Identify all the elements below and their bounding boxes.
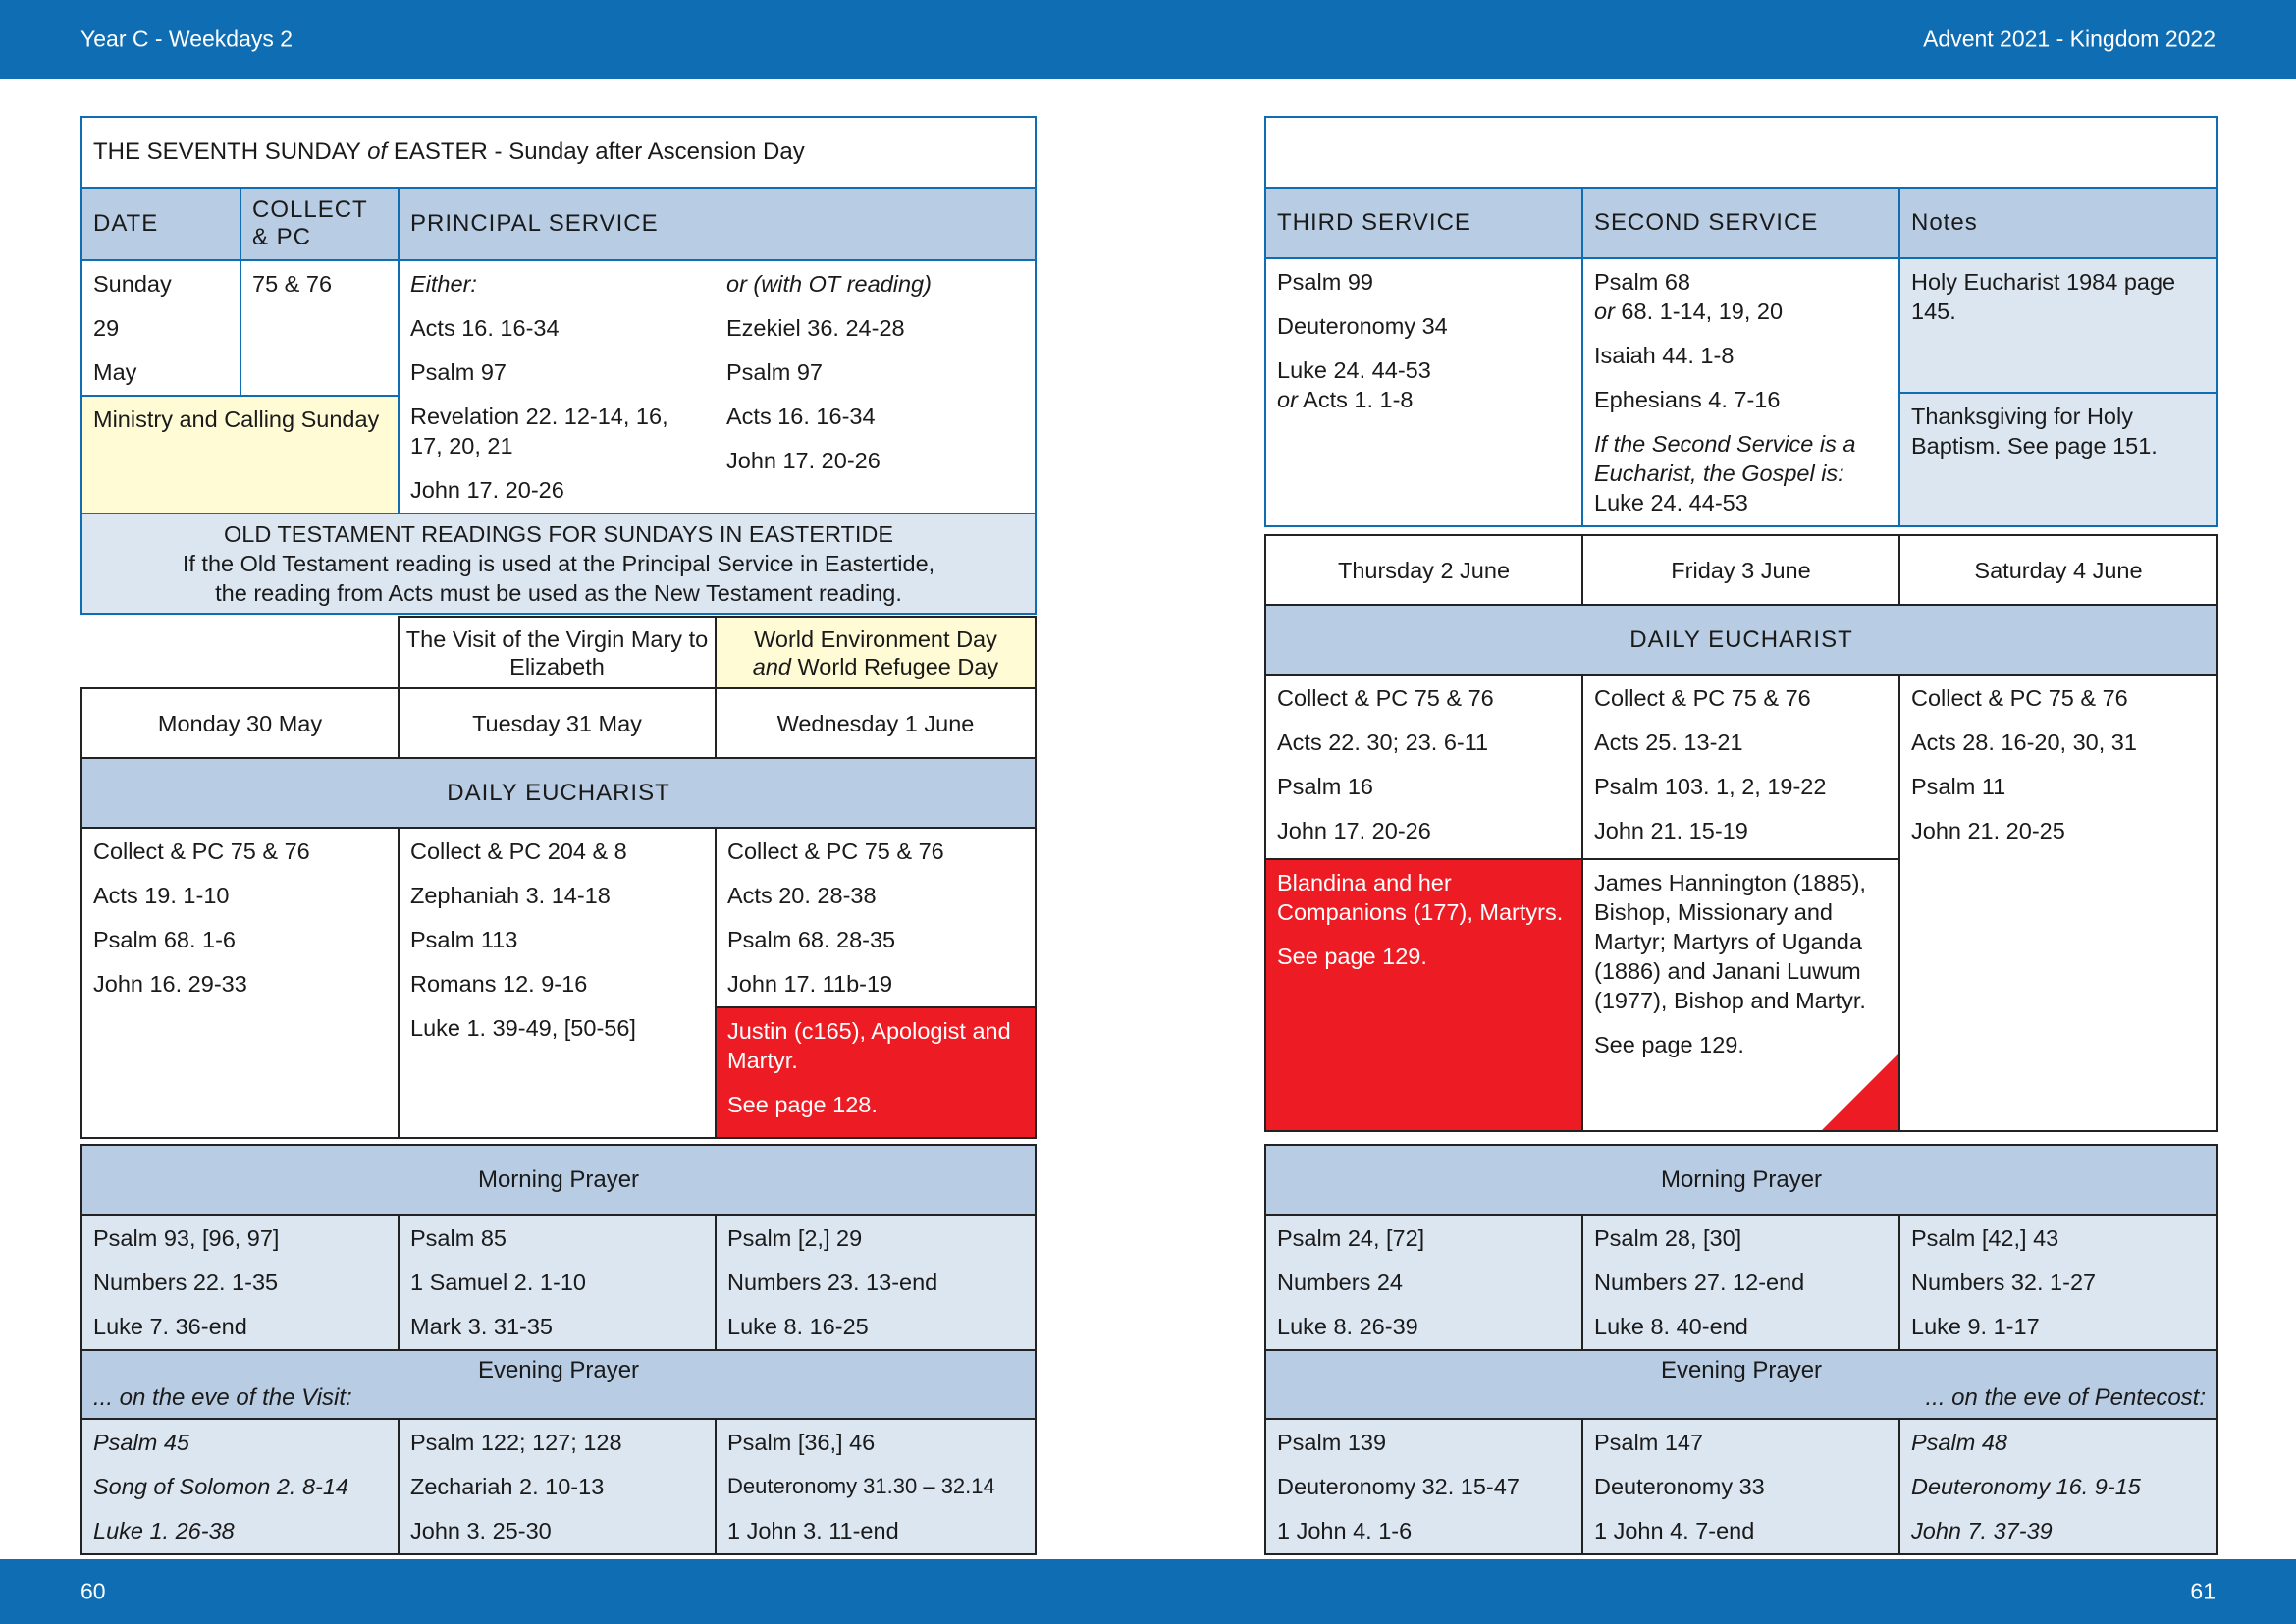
evening-tuesday: Psalm 122; 127; 128 Zechariah 2. 10-13 John 3. 25-30 bbox=[399, 1419, 716, 1554]
day-thursday: Thursday 2 June bbox=[1265, 535, 1582, 605]
principal-header: PRINCIPAL SERVICE bbox=[399, 188, 1036, 260]
sunday-services-table bbox=[1264, 116, 2218, 527]
blank-corner bbox=[81, 617, 399, 688]
tuesday-feast-title: The Visit of the Virgin Mary to Elizabeth bbox=[399, 617, 716, 688]
bottom-footer-band bbox=[0, 1559, 2296, 1624]
day-wednesday: Wednesday 1 June bbox=[716, 688, 1036, 758]
eucharist-thursday: Collect & PC 75 & 76 Acts 22. 30; 23. 6-11 Psalm 16 John 17. 20-26 bbox=[1265, 675, 1582, 859]
morning-prayer-label-right: Morning Prayer bbox=[1265, 1145, 2217, 1215]
header-right-text: Advent 2021 - Kingdom 2022 bbox=[1923, 26, 2216, 52]
eucharist-tuesday: Collect & PC 204 & 8 Zephaniah 3. 14-18 Psalm 113 Romans 12. 9-16 Luke 1. 39-49, [50-56] bbox=[399, 828, 716, 1138]
daily-eucharist-label: DAILY EUCHARIST bbox=[81, 758, 1036, 828]
evening-thursday: Psalm 139 Deuteronomy 32. 15-47 1 John 4. 1-6 bbox=[1265, 1419, 1582, 1554]
wednesday-observance-title: World Environment Day and World Refugee Day bbox=[716, 617, 1036, 688]
commemoration-justin: Justin (c165), Apologist and Martyr. See page 128. bbox=[716, 1007, 1036, 1138]
day-tuesday: Tuesday 31 May bbox=[399, 688, 716, 758]
weekdays-right-table bbox=[1264, 534, 2218, 1132]
evening-monday: Psalm 45 Song of Solomon 2. 8-14 Luke 1. 26-38 bbox=[81, 1419, 399, 1554]
morning-monday: Psalm 93, [96, 97] Numbers 22. 1-35 Luke 7. 36-end bbox=[81, 1215, 399, 1350]
notes-header: Notes bbox=[1899, 188, 2217, 258]
morning-friday: Psalm 28, [30] Numbers 27. 12-end Luke 8. 40-end bbox=[1582, 1215, 1899, 1350]
commemoration-blandina: Blandina and her Companions (177), Martyrs. See page 129. bbox=[1265, 859, 1582, 1131]
eve-of-pentecost-note: ... on the eve of Pentecost: bbox=[1925, 1384, 2206, 1411]
morning-saturday: Psalm [42,] 43 Numbers 32. 1-27 Luke 9. 1-17 bbox=[1899, 1215, 2217, 1350]
day-monday: Monday 30 May bbox=[81, 688, 399, 758]
evening-prayer-label-right: Evening Prayer ... on the eve of Pentecost: bbox=[1265, 1350, 2217, 1419]
second-service-header: SECOND SERVICE bbox=[1582, 188, 1899, 258]
top-header-band bbox=[0, 0, 2296, 79]
morning-wednesday: Psalm [2,] 29 Numbers 23. 13-end Luke 8. 16-25 bbox=[716, 1215, 1036, 1350]
ministry-calling-note: Ministry and Calling Sunday bbox=[81, 396, 399, 514]
evening-prayer-label: Evening Prayer ... on the eve of the Visit: bbox=[81, 1350, 1036, 1419]
blank-title-cell bbox=[1265, 117, 2217, 188]
note-thanksgiving: Thanksgiving for Holy Baptism. See page 151. bbox=[1899, 393, 2217, 527]
third-service-readings: Psalm 99 Deuteronomy 34 Luke 24. 44-53 or Acts 1. 1-8 bbox=[1265, 258, 1582, 526]
principal-either: Either: Acts 16. 16-34 Psalm 97 Revelation 22. 12-14, 16, 17, 20, 21 John 17. 20-26 bbox=[399, 260, 716, 514]
header-left-text: Year C - Weekdays 2 bbox=[80, 26, 294, 52]
morning-tuesday: Psalm 85 1 Samuel 2. 1-10 Mark 3. 31-35 bbox=[399, 1215, 716, 1350]
eucharist-friday: Collect & PC 75 & 76 Acts 25. 13-21 Psalm 103. 1, 2, 19-22 John 21. 15-19 bbox=[1582, 675, 1899, 859]
principal-or: or (with OT reading) Ezekiel 36. 24-28 Psalm 97 Acts 16. 16-34 John 17. 20-26 bbox=[716, 260, 1036, 514]
evening-friday: Psalm 147 Deuteronomy 33 1 John 4. 7-end bbox=[1582, 1419, 1899, 1554]
prayer-left-table bbox=[80, 1144, 1037, 1555]
eucharist-wednesday: Collect & PC 75 & 76 Acts 20. 28-38 Psalm 68. 28-35 John 17. 11b-19 bbox=[716, 828, 1036, 1007]
morning-prayer-label: Morning Prayer bbox=[81, 1145, 1036, 1215]
sunday-title: THE SEVENTH SUNDAY of EASTER - Sunday after Ascension Day bbox=[81, 117, 1036, 188]
eve-of-visit-note: ... on the eve of the Visit: bbox=[93, 1384, 352, 1411]
ot-readings-note: OLD TESTAMENT READINGS FOR SUNDAYS IN EASTERTIDE If the Old Testament reading is used at the Principal Service in Eastertide, the reading from Acts must be used as the New Testament reading. bbox=[81, 514, 1036, 614]
date-header: DATE bbox=[81, 188, 240, 260]
weekdays-left-table bbox=[80, 616, 1037, 1139]
sunday-collect: 75 & 76 bbox=[240, 260, 399, 396]
note-holy-eucharist: Holy Eucharist 1984 page 145. bbox=[1899, 258, 2217, 393]
second-service-readings: Psalm 68 or 68. 1-14, 19, 20 Isaiah 44. 1-8 Ephesians 4. 7-16 If the Second Service is a Eucharist, the Gospel is: Luke 24. 44-53 bbox=[1582, 258, 1899, 526]
third-service-header: THIRD SERVICE bbox=[1265, 188, 1582, 258]
eucharist-saturday: Collect & PC 75 & 76 Acts 28. 16-20, 30, 31 Psalm 11 John 21. 20-25 bbox=[1899, 675, 2217, 1131]
daily-eucharist-label-right: DAILY EUCHARIST bbox=[1265, 605, 2217, 675]
eucharist-monday: Collect & PC 75 & 76 Acts 19. 1-10 Psalm 68. 1-6 John 16. 29-33 bbox=[81, 828, 399, 1138]
page-number-left: 60 bbox=[80, 1578, 106, 1604]
day-saturday: Saturday 4 June bbox=[1899, 535, 2217, 605]
day-friday: Friday 3 June bbox=[1582, 535, 1899, 605]
commemoration-hannington: James Hannington (1885), Bishop, Missionary and Martyr; Martyrs of Uganda (1886) and Janani Luwum (1977), Bishop and Martyr. See page 129. bbox=[1582, 859, 1899, 1131]
collect-header: COLLECT & PC bbox=[240, 188, 399, 260]
evening-wednesday: Psalm [36,] 46 Deuteronomy 31.30 – 32.14 1 John 3. 11-end bbox=[716, 1419, 1036, 1554]
sunday-date: Sunday 29 May bbox=[81, 260, 240, 396]
sunday-principal-table bbox=[80, 116, 1037, 615]
evening-saturday: Psalm 48 Deuteronomy 16. 9-15 John 7. 37-39 bbox=[1899, 1419, 2217, 1554]
page-number-right: 61 bbox=[2190, 1578, 2216, 1604]
morning-thursday: Psalm 24, [72] Numbers 24 Luke 8. 26-39 bbox=[1265, 1215, 1582, 1350]
prayer-right-table bbox=[1264, 1144, 2218, 1555]
